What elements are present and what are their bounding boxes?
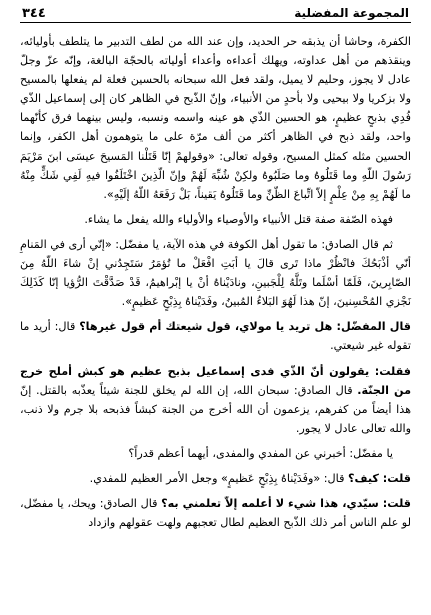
paragraph-4-rest: قال: أريد ما تقوله غير شيعتي.	[20, 320, 411, 353]
speaker-statement: فقلت: يقولون أنّ الذّي فدى إسماعيل بذبح عظيم هو كبش أملح خرج من الجنّة.	[20, 364, 411, 397]
paragraph-1: الكفرة، وحاشا أن يذبقه حر الحديد، وإن عند الله من لطف التدبير ما يتلطف بأوليائه، وينقذهم من أهل عداوته، ويهلك أعداءه وأعداء أولياته بالحجّة البالغة، وإنّه عزّ وجلّ عادل لا يجوز، وحليم لا يميل، ولقد فعل الله سبحانه بالحسين فعلة لم يفعلها بالمسيح ولا بزكريا ولا بيحيى ولا بأحدٍ من الأنبياء، وإنّ الذّبح في الظاهر كان إلى إسماعيل الذّي فُدِي بذبحٍ عظيمٍ، هو الحسين الذّي هو عينه واسمه ونسبه، وليس بينهما فرق كأنّهما واحد، ولقد ذبح في الظاهر أكثر من ألف مرّة على ما يتوهمون أهل الكفر، وإنما الحسين مثله كمثل المسيح، وقوله تعالى: «وقولهمْ إنّا قَتَلْنا المَسيحَ عيسَى ابنَ مَرْيَمَ رَسُولَ اللّهِ وما قَتَلُوهُ وما صَلَبُوهُ ولكِنْ شُبِّهَ لَهُمْ وإنّ الّذِينَ اخْتَلَفُوا فيهِ لَفِي شَكٍّ مِنْهُ ما لَهُمْ بِهِ مِنْ عِلْمٍ إلاّ اتِّباعَ الظّنِّ وما قَتَلُوهُ يَقيناً، بَلْ رَفَعَهُ اللّهُ إلَيْهِ».	[20, 35, 411, 201]
header-rule	[20, 22, 411, 23]
book-title: المجموعة المفضلية	[294, 6, 409, 20]
page-body	[20, 32, 411, 613]
paragraph-7	[20, 469, 411, 488]
speaker-question: قال المفضّل: هل تريد يا مولاي، قول شيعتك أم قول غيرها؟	[79, 320, 411, 334]
paragraph-4	[20, 317, 411, 355]
paragraph-6: يا مفضّل: أخبرني عن المفدي والمفدى، أيهما أعظم قدراً؟	[128, 446, 393, 460]
paragraph-7-rest: قال: «وفَدَيْناهُ بِذِبْحٍ عَظيمٍ» وجعل الأمر العظيم للمفدي.	[89, 471, 348, 485]
paragraph-8	[20, 494, 411, 532]
page-number: ٣٤٤	[22, 5, 46, 21]
paragraph-5	[20, 362, 411, 438]
paragraph-2: فهذه الصّفة صفة قتل الأنبياء والأوصياء والأولياء والله يفعل ما يشاء.	[84, 212, 393, 226]
running-header	[22, 4, 409, 22]
paragraph-8-rest: قال الصادق: ويحك، يا مفضّل، لو علم الناس أمر ذلك الذّبح العظيم لطال تعجبهم ولهت عقولهم وازداد	[20, 497, 411, 530]
speaker-question-2: قلت: كيف؟	[348, 471, 411, 485]
speaker-question-3: قلت: سيّدي، هذا شيء لا أعلمه إلاّ تعلمني به؟	[161, 497, 411, 511]
paragraph-3: ثم قال الصادق: ما تقول أهل الكوفة في هذه الآية، يا مفضّل: «إنّي أرى في المَنامِ أنّي أذْبَحُكَ فانْظُرْ ماذا تَرى قالَ يا أبَتِ افْعَلْ ما تُؤمَرُ سَتَجِدُني إنْ شاءَ اللّهُ مِنَ الصّابِرينَ، فَلَمّا أسْلَما وتَلَّهُ لِلْجَبينِ، ونادَيْناهُ أنْ يا إبْراهيمُ، قَدْ صَدَّقْتَ الرُّؤيا إنّا كَذَلِكَ نَجْزي المُحْسِنينَ، إنّ هذا لَهُوَ البَلاءُ المُبينُ، وفَدَيْناهُ بِذِبْحٍ عَظيمٍ».	[20, 237, 411, 309]
paragraph-5-rest: قال الصادق: سبحان الله، إن الله لم يخلق للجنة شيئاً يعذّبه بالقتل. إنّ هذا أيضاً من كفرهم، يزعمون أن الله أخرج من الجنة كبشاً فذبحه بلا جرم ولا ذنب، والله تعالى عادل لا يجور.	[20, 383, 411, 435]
